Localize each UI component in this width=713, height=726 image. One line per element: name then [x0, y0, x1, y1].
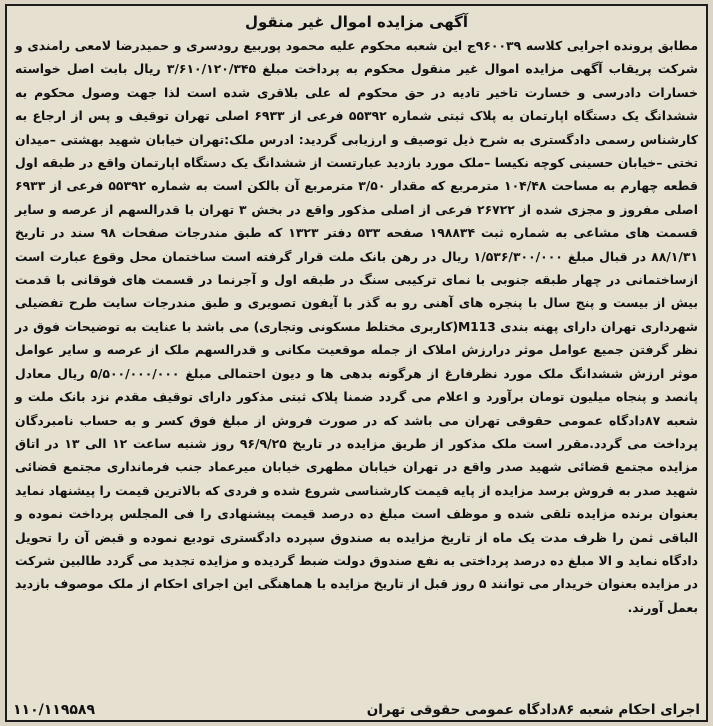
notice-body: مطابق پرونده اجرایی کلاسه ۹۶۰۰۳۹ج این شعبه محکوم علیه محمود پوربیع رودسری و حمیدرضا لامعی رامندی و شرکت پریقاب آگهی مزایده اموال غیر منقول محکوم به پرداخت مبلغ ۳/۶۱۰/۱۲۰/۳۴۵ ریال بابت اصل خواسته خسارات دادرسی و خسارت تاخیر تادیه در حق محکوم له علی بلاقری شده است لذا جهت وصول محکوم به ششدانگ یک دستگاه اپارتمان به پلاک ثبتی شماره ۵۵۳۹۲ فرعی از ۶۹۳۳ اصلی تهران توقیف و پس از ارجاع به کارشناس رسمی دادگستری به شرح ذیل توصیف و ارزیابی گردید: ادرس ملک:تهران خیابان شهید بهشتی –میدان تختی –خیابان حسینی کوچه نکیسا –ملک مورد بازدید عبارتست از ششدانگ یک دستگاه اپارتمان واقع در طبقه اول قطعه چهارم به مساحت ۱۰۴/۴۸ مترمربع که مقدار ۳/۵۰ مترمربع آن بالکن است به شماره ۵۵۳۹۲ فرعی از ۶۹۳۳ اصلی مفروز و مجزی شده از ۲۶۷۲۲ فرعی از اصلی مذکور واقع در بخش ۳ تهران با قدرالسهم از عرصه و سایر قسمت های مشاعی به شماره ثبت ۱۹۸۸۳۴ صفحه ۵۳۳ دفتر ۱۳۲۳ که طبق مندرجات صفحات ۹۸ سند در تاریخ ۸۸/۱/۳۱ در قبال مبلغ ۱/۵۳۶/۳۰۰/۰۰۰ ریال در رهن بانک ملت قرار گرفته است ساختمان محل وقوع عبارت است ازساختمانی در چهار طبقه جنوبی با نمای ترکیبی سنگ در طبقه اول و آجرنما در قسمت های فوقانی با قدمت بیش از بیست و پنج سال با پنجره های آهنی رو به گذر با آیفون تصویری و طبق مندرجات سایت طرح تفضیلی شهرداری تهران دارای پهنه بندی M113(کاربری مختلط مسکونی وتجاری) می باشد با عنایت به توضیحات فوق در نظر گرفتن جمیع عوامل موثر درارزش املاک از جمله موقعیت مکانی و قدرالسهم ملک از عرصه و سایر عوامل موثر ارزش ششدانگ ملک مورد نظرفارغ از هرگونه بدهی ها و دیون احتمالی مبلغ ۵/۵۰۰/۰۰۰/۰۰۰ ریال معادل پانصد و پنجاه میلیون تومان برآورد و اعلام می گردد ضمنا پلاک ثبتی مذکور دارای توقیف مقدم نزد بانک ملت و شعبه ۸۷دادگاه عمومی حقوقی تهران می باشد که در صورت فروش از مبلغ فوق کسر و به حساب نامبردگان پرداخت می گردد.مقرر است ملک مذکور از طریق مزایده در تاریخ ۹۶/۹/۲۵ روز شنبه ساعت ۱۲ الی ۱۳ در اتاق مزایده مجتمع قضائی شهید صدر واقع در تهران خیابان مطهری خیابان میرعماد جنب فرمانداری مجتمع قضائی شهید صدر به فروش برسد مزایده از پایه قیمت کارشناسی شروع شده و فردی که بالاترین قیمت را پیشنهاد نماید بعنوان برنده مزایده تلقی شده و موظف است مبلغ ده درصد قیمت پیشنهادی را فی المجلس پرداخت نموده و الباقی ثمن را ظرف مدت یک ماه از تاریخ مزایده به صندوق سپرده دادگستری تودیع نموده و قبض آن را تحویل دادگاه نماید و الا مبلغ ده درصد پرداختی به نفع صندوق دولت ضبط گردیده و مزایده تجدید می گردد طالبین شرکت در مزایده بعنوان خریدار می توانند ۵ روز قبل از تاریخ مزایده با هماهنگی این اجرای احکام از ملک موصوف بازدید بعمل آورند. [15, 38, 699, 615]
notice-footer [13, 702, 700, 718]
notice-title: آگهی مزایده اموال غیر منقول [244, 13, 469, 31]
notice-number: ۱۱۰/۱۱۹۵۸۹ [13, 702, 96, 718]
issuing-office: اجرای احکام شعبه ۸۶دادگاه عمومی حقوقی تهران [366, 702, 700, 718]
notice-frame [5, 4, 708, 722]
